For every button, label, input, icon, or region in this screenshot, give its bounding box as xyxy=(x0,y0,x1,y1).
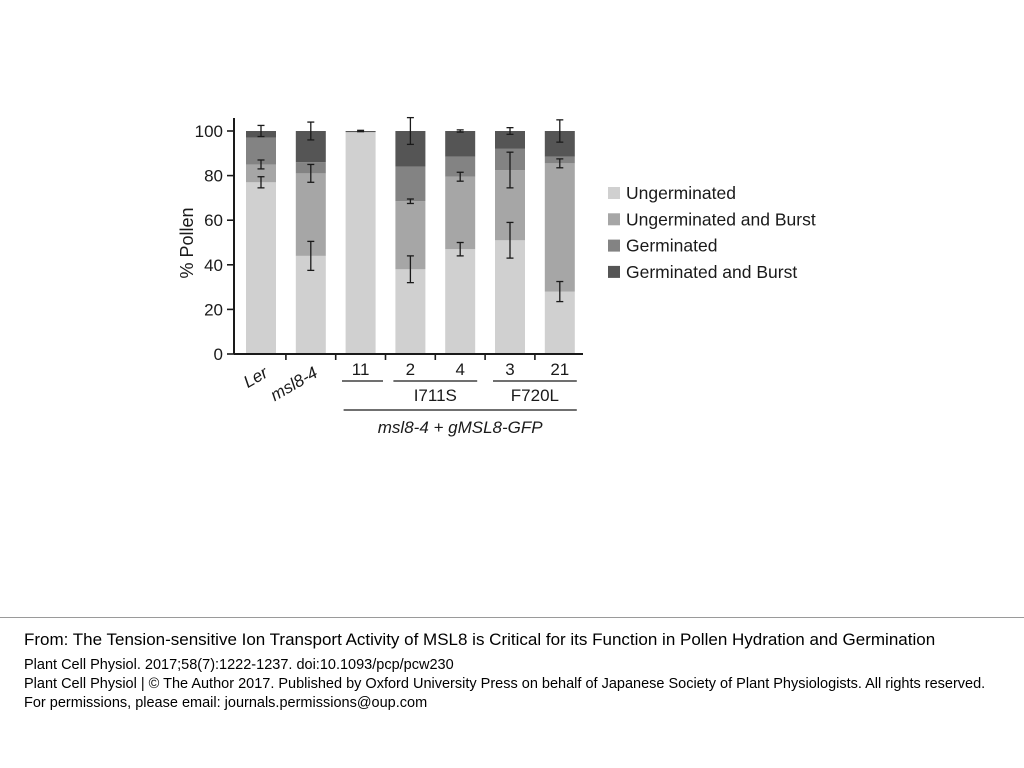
x-tick-label-3: 3 xyxy=(505,360,515,379)
legend-label: Germinated and Burst xyxy=(626,261,798,282)
legend-item-ungerminated-and-burst xyxy=(608,209,816,229)
group-label-i711s: I711S xyxy=(413,386,457,405)
legend-swatch xyxy=(608,240,620,252)
bar-4-ungerminated xyxy=(445,249,475,354)
legend xyxy=(608,183,816,282)
y-tick-label-60: 60 xyxy=(204,211,223,231)
x-tick-label-21: 21 xyxy=(550,360,570,379)
bar-11-ungerminated xyxy=(346,132,376,354)
y-tick-label-80: 80 xyxy=(204,166,223,186)
caption-source-title: From: The Tension-sensitive Ion Transport Activity of MSL8 is Critical for its Function in Pollen Hydration and Germination xyxy=(24,630,936,649)
x-tick-label-4: 4 xyxy=(455,360,465,379)
bars-layer xyxy=(246,131,575,354)
y-tick-label-40: 40 xyxy=(204,255,223,275)
legend-swatch xyxy=(608,266,620,278)
bar-2-germinated xyxy=(395,167,425,202)
x-tick-label-msl8-4: msl8-4 xyxy=(267,363,321,405)
bar-4-germinated-and-burst xyxy=(445,131,475,157)
x-tick-label-2: 2 xyxy=(405,360,416,379)
legend-label: Ungerminated xyxy=(626,183,736,203)
x-tick-label-11: 11 xyxy=(351,360,370,379)
figure-caption xyxy=(24,630,1004,713)
legend-item-germinated-and-burst xyxy=(608,262,797,282)
y-axis-title: % Pollen xyxy=(177,207,197,279)
caption-copyright: Plant Cell Physiol | © The Author 2017. Published by Oxford University Press on behalf of Japanese Society of Plant Physiologists. All rights reserved. For permissions, please email: journals.permissions@oup.com xyxy=(24,676,986,711)
outer-group-label: msl8-4 + gMSL8-GFP xyxy=(377,418,543,437)
y-tick-label-100: 100 xyxy=(194,122,223,141)
y-tick-label-0: 0 xyxy=(213,345,223,364)
caption-citation: Plant Cell Physiol. 2017;58(7):1222-1237. doi:10.1093/pcp/pcw230 xyxy=(24,657,454,673)
legend-item-ungerminated xyxy=(608,183,736,203)
bar-21-ungerminated-and-burst xyxy=(545,163,575,291)
caption-divider xyxy=(0,617,1024,618)
group-label-f720l: F720L xyxy=(510,386,560,405)
bar-ler-ungerminated xyxy=(246,182,276,354)
legend-swatch xyxy=(608,213,620,225)
group-labels xyxy=(342,381,577,437)
x-tick-label-ler: Ler xyxy=(240,363,271,392)
legend-swatch xyxy=(608,187,620,199)
legend-label: Germinated xyxy=(626,235,718,256)
y-tick-label-20: 20 xyxy=(204,300,223,320)
legend-item-germinated xyxy=(608,236,717,256)
bar-4-ungerminated-and-burst xyxy=(445,177,475,249)
legend-label: Ungerminated and Burst xyxy=(626,209,816,230)
